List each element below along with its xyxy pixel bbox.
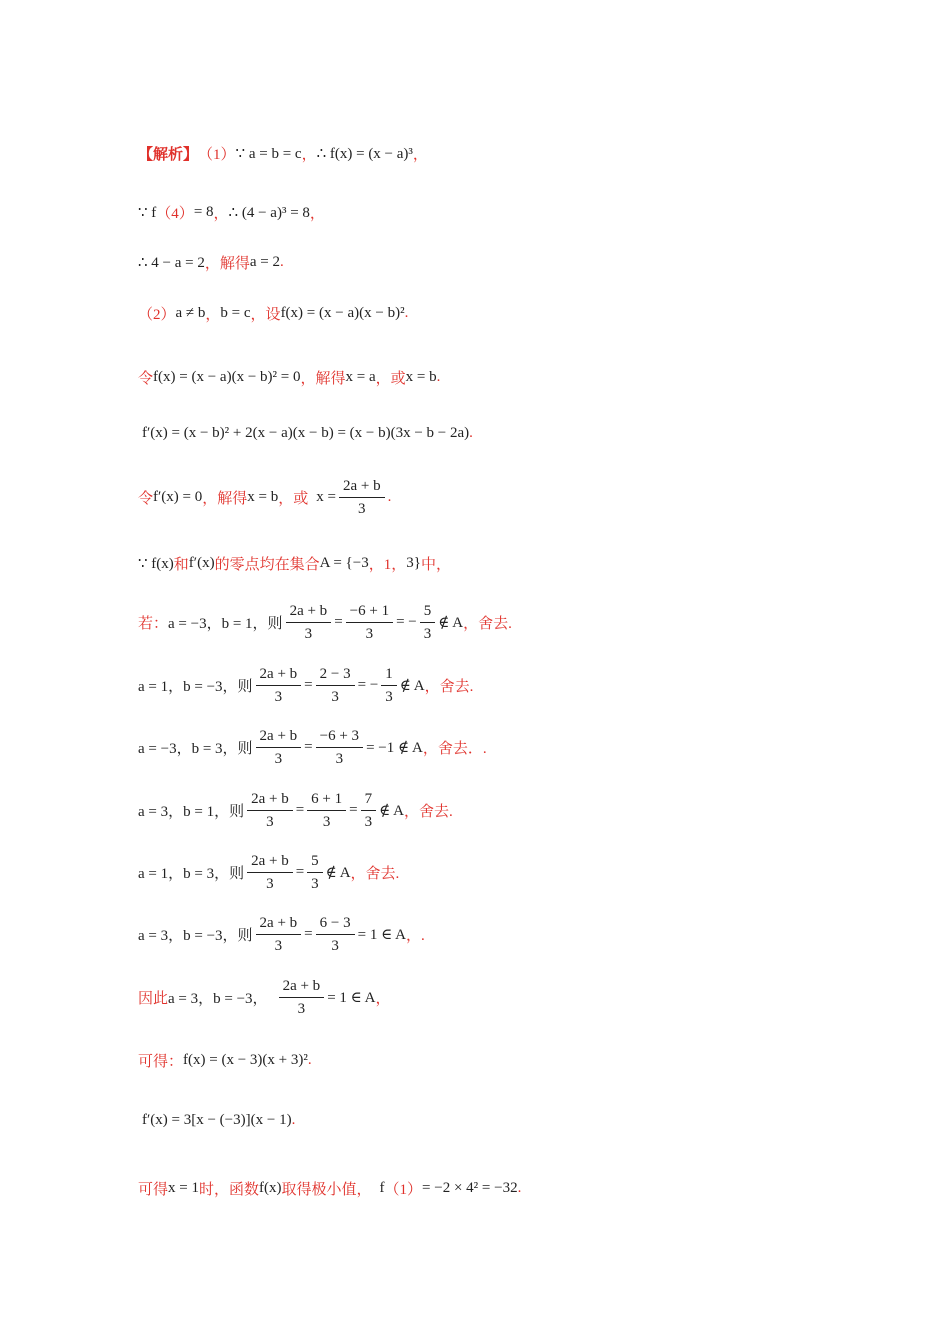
case-condition: a = −3，b = 1，则	[168, 616, 283, 632]
fpx-line	[142, 1112, 295, 1129]
set-elements: ，1，	[368, 557, 407, 573]
fraction-denominator: 3	[358, 501, 366, 517]
math-expr: ∴ (4 − a)³ = 8	[228, 205, 310, 221]
fraction	[420, 602, 436, 643]
fraction-numerator: 1	[381, 665, 397, 686]
fraction-denominator: 3	[322, 814, 331, 830]
punct: .	[404, 305, 409, 321]
arg-label: （4）	[156, 206, 194, 222]
math-expr: f(x) = (x − a)(x − b)²	[280, 305, 405, 321]
solution-line-4	[138, 303, 408, 324]
text-let: 令	[138, 371, 154, 387]
fraction-numerator: −6 + 3	[316, 727, 363, 748]
fraction-denominator: 3	[297, 1001, 306, 1017]
fraction-denominator: 3	[304, 626, 313, 642]
text-obtain: 可得	[138, 1182, 169, 1198]
punct: .	[469, 425, 473, 441]
fraction	[307, 852, 323, 893]
solution-line-3	[138, 252, 284, 273]
solution-line-1	[138, 143, 428, 164]
math-expr: a ≠ b	[175, 305, 206, 321]
case-condition: a = 3，b = 1，则	[138, 804, 245, 820]
punct: ，	[301, 147, 317, 163]
fraction	[316, 727, 363, 768]
fx-line	[138, 1050, 312, 1071]
text-or: ，或	[278, 491, 309, 507]
text-obtain: 可得：	[138, 1054, 184, 1070]
math-expr: f(x) = (x − 3)(x + 3)²	[183, 1052, 308, 1068]
fraction-numerator: −6 + 1	[346, 602, 393, 623]
math-expr: = −1 ∉ A	[366, 740, 423, 756]
case-1: 若： a = −3，b = 1，则 $\frac{2a + b}{3}$ = $\frac{-6 + 1}{3}$ = − $\frac{5}{3}$ ∉ A ，舍去.	[138, 603, 512, 642]
fraction-numerator: 2a + b	[339, 477, 385, 498]
math-expr: = −	[357, 677, 379, 693]
text-if: 若：	[138, 616, 169, 632]
math-expr: = 8	[193, 204, 214, 220]
fraction-denominator: 3	[274, 751, 283, 767]
fraction-numerator: 2a + b	[247, 790, 293, 811]
text-min-value: 取得极小值，	[281, 1182, 372, 1198]
case-3: a = −3，b = 3，则 $\frac{2a + b}{3}$ = $\frac{-6 + 3}{3}$ = −1 ∉ A ，舍去．.	[138, 728, 487, 767]
fraction	[256, 727, 302, 768]
text-function: 时，函数	[198, 1182, 259, 1198]
case-condition: a = −3，b = 3，则	[138, 741, 253, 757]
text-discard: ，舍去.	[403, 804, 453, 820]
math-expr: f′(x) = 0	[153, 489, 203, 505]
punct: .	[517, 1180, 522, 1196]
final-line	[138, 1178, 521, 1199]
fraction-numerator: 6 + 1	[307, 790, 346, 811]
text-therefore: 因此	[138, 991, 169, 1007]
math-expr: = 1 ∈ A	[327, 990, 376, 1006]
fraction-numerator: 2a + b	[256, 665, 302, 686]
fraction-denominator: 3	[266, 876, 274, 892]
fraction-denominator: 3	[266, 814, 274, 830]
conclusion-line	[138, 977, 391, 1018]
math-expr: f′(x) = 3[x − (−3)](x − 1)	[142, 1112, 292, 1128]
fraction	[247, 790, 293, 831]
case-2: a = 1，b = −3，则 $\frac{2a + b}{3}$ = $\frac{2 - 3}{3}$ = − $\frac{1}{3}$ ∉ A ，舍去.	[138, 666, 474, 705]
fraction-numerator: 2 − 3	[316, 665, 355, 686]
fraction	[361, 790, 377, 831]
math-expr: ∉ A	[325, 865, 351, 881]
fraction	[256, 665, 302, 706]
text-let: 令	[138, 491, 154, 507]
text-or: ，或	[375, 371, 406, 387]
punct: ，	[309, 206, 325, 222]
fraction	[307, 790, 346, 831]
fraction	[279, 977, 325, 1018]
math-expr: ∴ 4 − a = 2	[138, 255, 205, 271]
fraction-denominator: 3	[311, 876, 319, 892]
math-expr: ∉ A	[438, 615, 464, 631]
fraction-numerator: 5	[307, 852, 323, 873]
text-discard: ，舍去.	[463, 616, 512, 632]
punct: .	[280, 254, 284, 270]
math-expr: f	[379, 1180, 385, 1196]
math-expr: x = b	[247, 489, 279, 505]
text-discard: ，舍去.	[424, 679, 474, 695]
fraction	[316, 914, 355, 955]
part-label: （2）	[138, 307, 176, 323]
math-expr: ∵ f	[138, 205, 157, 221]
math-expr: =	[349, 802, 358, 818]
text-and: 和	[173, 557, 189, 573]
text-zeros-in-set: 的零点均在集合	[214, 557, 320, 573]
math-expr: = 1 ∈ A	[357, 927, 406, 943]
fraction	[256, 914, 302, 955]
math-expr: b = c	[220, 305, 251, 321]
math-expr: = −2 × 4² = −32	[422, 1180, 518, 1196]
math-expr: ∵ a = b = c	[235, 146, 302, 162]
fraction-denominator: 3	[365, 626, 374, 642]
solution-line-8	[138, 553, 451, 574]
fraction	[381, 665, 397, 706]
math-expr: = −	[396, 614, 417, 630]
math-expr: a = 2	[249, 254, 281, 270]
solution-line-6	[142, 425, 473, 442]
fraction-denominator: 3	[331, 689, 339, 705]
case-condition: a = 1，b = −3，则	[138, 679, 253, 695]
text-discard: ，舍去．.	[422, 741, 487, 757]
text-end: ，.	[405, 928, 425, 944]
case-6: a = 3，b = −3，则 $\frac{2a + b}{3}$ = $\frac{6 - 3}{3}$ = 1 ∈ A ，.	[138, 915, 425, 954]
fraction-denominator: 3	[274, 938, 283, 954]
math-expr: ∴ f(x) = (x − a)³	[316, 146, 413, 162]
fraction-denominator: 3	[423, 626, 432, 642]
punct: ，	[213, 206, 229, 222]
case-condition: a = 1，b = 3，则	[138, 866, 245, 882]
punct: .	[387, 489, 392, 505]
fraction-denominator: 3	[274, 689, 283, 705]
text-solve: ，解得	[202, 491, 248, 507]
math-expr: ∉ A	[379, 803, 404, 819]
fraction-numerator: 2a + b	[286, 602, 332, 623]
fraction-numerator: 5	[420, 602, 436, 623]
punct: .	[436, 369, 441, 385]
math-expr: x = b	[405, 369, 437, 385]
text-solve: ，解得	[300, 371, 346, 387]
text-solve: ，解得	[204, 256, 250, 272]
math-expr: x =	[316, 489, 336, 505]
fraction-numerator: 2a + b	[247, 852, 293, 873]
math-expr: x = 1	[168, 1180, 199, 1196]
fraction	[286, 602, 332, 643]
analysis-header: 【解析】	[138, 147, 199, 163]
math-expr: x = a	[345, 369, 376, 385]
solution-line-5	[138, 367, 440, 388]
fraction	[316, 665, 355, 706]
fraction-numerator: 2a + b	[256, 727, 302, 748]
fraction	[247, 852, 293, 893]
fraction-denominator: 3	[331, 938, 339, 954]
case-5: a = 1，b = 3，则 $\frac{2a + b}{3}$ = $\frac{5}{3}$ ∉ A ，舍去.	[138, 853, 400, 892]
fraction-numerator: 2a + b	[279, 977, 325, 998]
case-condition: a = 3，b = −3，	[168, 991, 268, 1007]
punct: ，	[412, 147, 428, 163]
part-label: （1）	[198, 147, 236, 163]
fraction-denominator: 3	[385, 689, 393, 705]
math-expr: f(x)	[259, 1180, 282, 1196]
text-let: ，设	[250, 307, 281, 323]
fraction-numerator: 7	[361, 790, 377, 811]
math-expr: ∉ A	[399, 678, 425, 694]
fraction-denominator: 3	[335, 751, 344, 767]
solution-line-7	[138, 477, 391, 518]
punct: .	[307, 1052, 312, 1068]
punct: ，	[375, 991, 391, 1007]
math-expr: A = {−3	[319, 555, 369, 571]
math-expr: f′(x) = (x − b)² + 2(x − a)(x − b) = (x − b)(3x − b − 2a)	[142, 425, 470, 441]
arg-label: （1）	[384, 1182, 423, 1198]
solution-line-2	[138, 202, 325, 223]
fraction	[346, 602, 393, 643]
case-4: a = 3，b = 1，则 $\frac{2a + b}{3}$ = $\frac{6 + 1}{3}$ = $\frac{7}{3}$ ∉ A ，舍去.	[138, 791, 453, 830]
fraction	[339, 477, 385, 518]
fraction-numerator: 2a + b	[256, 914, 302, 935]
fraction-denominator: 3	[364, 814, 373, 830]
math-expr: f(x) = (x − a)(x − b)² = 0	[153, 369, 301, 385]
math-expr: f′(x)	[188, 555, 215, 571]
math-expr: 3}	[406, 555, 421, 571]
punct: ，	[205, 307, 221, 323]
punct: .	[291, 1112, 296, 1128]
fraction-numerator: 6 − 3	[316, 914, 355, 935]
math-expr: ∵ f(x)	[138, 556, 174, 572]
case-condition: a = 3，b = −3，则	[138, 928, 253, 944]
text-in: 中，	[420, 557, 451, 573]
text-discard: ，舍去.	[350, 866, 400, 882]
